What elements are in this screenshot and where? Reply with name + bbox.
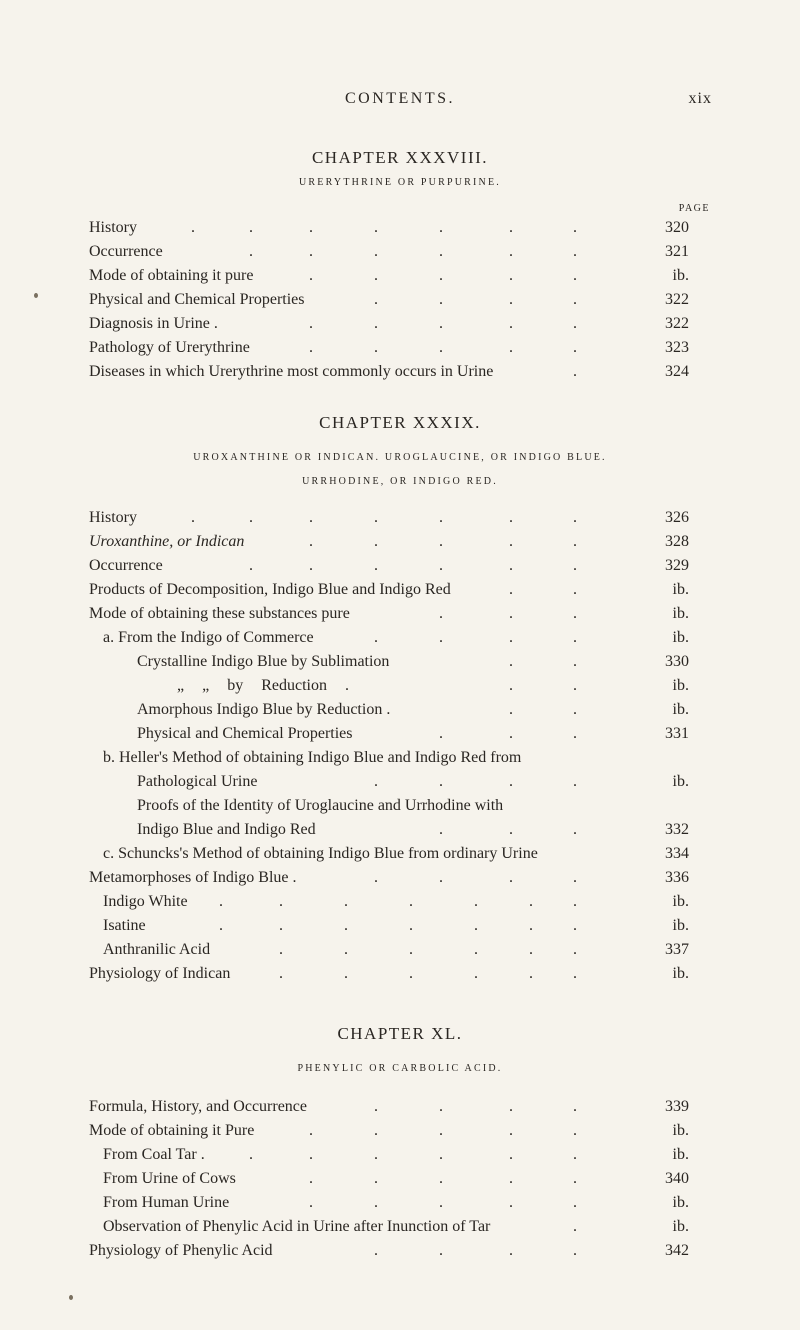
- entry-page: 320: [665, 219, 689, 236]
- toc-entry: [89, 843, 689, 865]
- entry-page: ib.: [672, 1146, 689, 1163]
- entry-title: c. Schuncks's Method of obtaining Indigo Blue from ordinary Urine: [103, 845, 538, 862]
- entry-title: Isatine: [103, 917, 146, 934]
- dot-leader: . . . . . . .: [219, 917, 577, 934]
- entry-title: a. From the Indigo of Commerce: [103, 629, 314, 646]
- dot-leader: . . . . .: [309, 267, 577, 284]
- entry-title: Indigo White: [103, 893, 188, 910]
- dot-leader: . . . . . .: [249, 1146, 577, 1163]
- entry-page: ib.: [672, 1218, 689, 1235]
- entry-title: Mode of obtaining it pure: [89, 267, 254, 284]
- dot-leader: . . .: [439, 725, 577, 742]
- entry-page: 340: [665, 1170, 689, 1187]
- dot-leader: . . . . . .: [279, 965, 577, 982]
- entry-title: Physiology of Indican: [89, 965, 231, 982]
- running-title: CONTENTS.: [344, 90, 456, 107]
- dot-leader: .: [573, 363, 577, 380]
- entry-page: 329: [665, 557, 689, 574]
- dot-leader: . . . .: [374, 1098, 577, 1115]
- dot-leader: . . .: [439, 605, 577, 622]
- entry-page: ib.: [672, 605, 689, 622]
- entry-title: Occurrence: [89, 243, 163, 260]
- toc-entry: [89, 723, 689, 745]
- entry-page: 332: [665, 821, 689, 838]
- entry-page: ib.: [672, 629, 689, 646]
- entry-title: Uroxanthine, or Indican: [89, 533, 245, 550]
- toc-entry: [89, 891, 689, 913]
- entry-page: 322: [665, 291, 689, 308]
- chapter-subtitle: UROXANTHINE OR INDICAN. UROGLAUCINE, OR INDIGO BLUE.: [193, 452, 607, 463]
- toc-entry: [89, 771, 689, 793]
- entry-page: 337: [665, 941, 689, 958]
- toc-entry: [89, 939, 689, 961]
- entry-title: Mode of obtaining these substances pure: [89, 605, 350, 622]
- entry-page: 322: [665, 315, 689, 332]
- toc-entry: [89, 819, 689, 841]
- entry-title: Indigo Blue and Indigo Red: [137, 821, 316, 838]
- toc-entry: [89, 603, 689, 625]
- dot-leader: . . . . . . .: [219, 893, 577, 910]
- toc-entry: [89, 795, 689, 817]
- entry-title: Products of Decomposition, Indigo Blue and Indigo Red: [89, 581, 451, 598]
- chapter-title: CHAPTER XXXIX.: [319, 413, 481, 432]
- entry-page: 334: [665, 845, 689, 862]
- ink-speck: [34, 293, 38, 298]
- entry-title: Physical and Chemical Properties: [89, 291, 305, 308]
- toc-entry: [89, 1216, 689, 1238]
- ink-speck: [69, 1295, 73, 1300]
- dot-leader: . .: [509, 581, 577, 598]
- entry-title: Amorphous Indigo Blue by Reduction .: [137, 701, 391, 718]
- entry-title: Crystalline Indigo Blue by Sublimation: [137, 653, 390, 670]
- entry-page: 339: [665, 1098, 689, 1115]
- entry-page: 328: [665, 533, 689, 550]
- dot-leader: . .: [509, 677, 577, 694]
- entry-page: 330: [665, 653, 689, 670]
- dot-leader: . . . . .: [309, 339, 577, 356]
- entry-page: 323: [665, 339, 689, 356]
- entry-page: 326: [665, 509, 689, 526]
- dot-leader: . .: [509, 701, 577, 718]
- entry-page: ib.: [672, 965, 689, 982]
- entry-title: From Coal Tar .: [103, 1146, 205, 1163]
- toc-entry: [89, 507, 689, 529]
- dot-leader: .: [573, 1218, 577, 1235]
- chapter-title: CHAPTER XXXVIII.: [311, 148, 489, 167]
- dot-leader: . . . . . .: [249, 557, 577, 574]
- entry-page: 321: [665, 243, 689, 260]
- page-column-label: PAGE: [678, 203, 710, 214]
- toc-entry: [89, 1144, 689, 1166]
- chapter-title: CHAPTER XL.: [337, 1024, 463, 1043]
- entry-title: „ „ by Reduction .: [177, 677, 349, 694]
- dot-leader: . . . . .: [309, 1194, 577, 1211]
- dot-leader: . . . .: [374, 773, 577, 790]
- entry-page: ib.: [672, 267, 689, 284]
- entry-title: Proofs of the Identity of Uroglaucine and Urrhodine with: [137, 797, 504, 814]
- dot-leader: . . . . .: [309, 1170, 577, 1187]
- toc-entry: [89, 867, 689, 889]
- entry-page: 324: [665, 363, 689, 380]
- entry-title: Physiology of Phenylic Acid: [89, 1242, 273, 1259]
- toc-entry: [89, 963, 689, 985]
- entry-title: Pathology of Urerythrine: [89, 339, 250, 356]
- entry-page: 342: [665, 1242, 689, 1259]
- toc-entry: [89, 555, 689, 577]
- toc-entry: [89, 651, 689, 673]
- dot-leader: . . . . . . .: [191, 509, 577, 526]
- dot-leader: . . . .: [374, 629, 577, 646]
- toc-entry: [89, 313, 689, 335]
- toc-entry: [89, 1168, 689, 1190]
- toc-entry: [89, 1120, 689, 1142]
- dot-leader: . . . . . .: [279, 941, 577, 958]
- entry-page: ib.: [672, 581, 689, 598]
- toc-entry: [89, 747, 689, 769]
- toc-entry: [89, 289, 689, 311]
- entry-page: 336: [665, 869, 689, 886]
- entry-page: ib.: [672, 893, 689, 910]
- entry-title: Pathological Urine: [137, 773, 258, 790]
- toc-entry: [89, 337, 689, 359]
- dot-leader: . . . . . .: [249, 243, 577, 260]
- entry-page: ib.: [672, 1194, 689, 1211]
- chapter-subtitle: URERYTHRINE OR PURPURINE.: [299, 177, 501, 188]
- toc-entry: [89, 241, 689, 263]
- entry-title: Anthranilic Acid: [103, 941, 211, 958]
- dot-leader: . . . . . . .: [191, 219, 577, 236]
- toc-entry: [89, 699, 689, 721]
- toc-entry: [89, 1240, 689, 1262]
- dot-leader: . . . . .: [309, 1122, 577, 1139]
- dot-leader: . .: [509, 653, 577, 670]
- toc-entry: [89, 361, 689, 383]
- entry-page: ib.: [672, 773, 689, 790]
- entry-page: ib.: [672, 677, 689, 694]
- dot-leader: . . . .: [374, 291, 577, 308]
- entry-title: Diagnosis in Urine .: [89, 315, 218, 332]
- entry-title: Occurrence: [89, 557, 163, 574]
- entry-title: Formula, History, and Occurrence: [89, 1098, 307, 1115]
- entry-page: ib.: [672, 917, 689, 934]
- toc-entry: [89, 1192, 689, 1214]
- entry-title: From Human Urine: [103, 1194, 230, 1211]
- entry-title: b. Heller's Method of obtaining Indigo Blue and Indigo Red from: [103, 749, 522, 766]
- toc-entry: [89, 1096, 689, 1118]
- entry-page: ib.: [672, 701, 689, 718]
- entry-title: History: [89, 219, 137, 236]
- toc-entry: [89, 675, 689, 697]
- toc-entry: [89, 627, 689, 649]
- entry-title: Physical and Chemical Properties: [137, 725, 353, 742]
- dot-leader: . . . .: [374, 869, 577, 886]
- dot-leader: . . . . .: [309, 315, 577, 332]
- entry-title: Metamorphoses of Indigo Blue .: [89, 869, 297, 886]
- toc-entry: [89, 217, 689, 239]
- page-folio: xix: [688, 90, 712, 107]
- entry-title: Diseases in which Urerythrine most commonly occurs in Urine: [89, 363, 494, 380]
- dot-leader: . . . . .: [309, 533, 577, 550]
- entry-page: 331: [665, 725, 689, 742]
- toc-entry: [89, 579, 689, 601]
- chapter-subtitle: URRHODINE, OR INDIGO RED.: [302, 476, 498, 487]
- toc-entry: [89, 265, 689, 287]
- entry-page: ib.: [672, 1122, 689, 1139]
- chapter-subtitle: PHENYLIC OR CARBOLIC ACID.: [297, 1063, 503, 1074]
- toc-entry: [89, 531, 689, 553]
- dot-leader: . . .: [439, 821, 577, 838]
- entry-title: History: [89, 509, 137, 526]
- entry-title: From Urine of Cows: [103, 1170, 236, 1187]
- entry-title: Mode of obtaining it Pure: [89, 1122, 255, 1139]
- dot-leader: . . . .: [374, 1242, 577, 1259]
- toc-entry: [89, 915, 689, 937]
- entry-title: Observation of Phenylic Acid in Urine after Inunction of Tar: [103, 1218, 491, 1235]
